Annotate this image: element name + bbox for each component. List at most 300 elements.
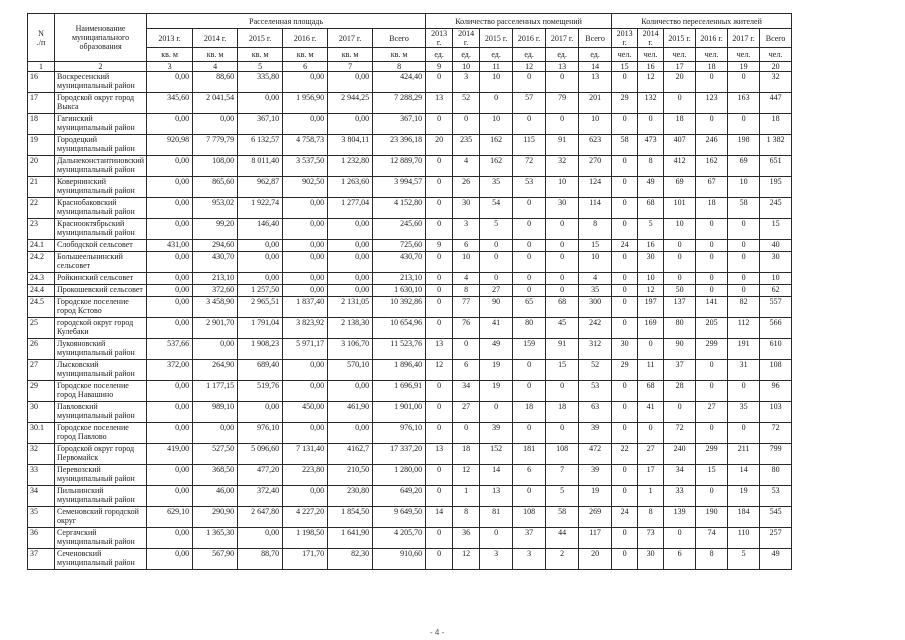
- data-cell: 545: [760, 507, 792, 528]
- data-cell: 0: [426, 423, 453, 444]
- column-index-cell: 14: [579, 62, 612, 72]
- table-row: [28, 198, 792, 219]
- data-cell: 0: [513, 240, 546, 252]
- data-cell: 72: [760, 423, 792, 444]
- data-cell: 213,10: [373, 273, 426, 285]
- data-cell: 223,80: [283, 465, 328, 486]
- data-cell: 82,30: [328, 549, 373, 570]
- data-cell: 103: [760, 402, 792, 423]
- table-row: [28, 318, 792, 339]
- data-cell: 4 758,73: [283, 135, 328, 156]
- data-cell: 14: [480, 465, 513, 486]
- data-cell: 0,00: [147, 549, 193, 570]
- data-cell: 88,70: [238, 549, 283, 570]
- column-index-cell: 3: [147, 62, 193, 72]
- col-name-header: Наименование муниципального образования: [55, 14, 147, 62]
- data-cell: 0: [546, 423, 579, 444]
- data-cell: 2 131,05: [328, 297, 373, 318]
- data-cell: 0: [480, 402, 513, 423]
- data-cell: 0: [426, 72, 453, 93]
- data-cell: 0,00: [238, 402, 283, 423]
- data-cell: 0: [728, 381, 760, 402]
- data-cell: 989,10: [193, 402, 238, 423]
- data-cell: 15: [760, 219, 792, 240]
- data-cell: 72: [513, 156, 546, 177]
- data-cell: 0: [612, 156, 638, 177]
- row-number: 37: [28, 549, 55, 570]
- municipality-name: Большеельнинский сельсовет: [55, 252, 147, 273]
- row-number: 36: [28, 528, 55, 549]
- data-cell: 110: [728, 528, 760, 549]
- data-cell: 20: [426, 135, 453, 156]
- data-cell: 197: [638, 297, 664, 318]
- data-cell: 13: [579, 72, 612, 93]
- data-cell: 30: [638, 549, 664, 570]
- municipality-name: Городское поселение город Павлово: [55, 423, 147, 444]
- data-cell: 24: [612, 240, 638, 252]
- data-cell: 4 152,80: [373, 198, 426, 219]
- rooms-year-header: 2015 г.: [480, 29, 513, 48]
- data-cell: 67: [696, 177, 728, 198]
- column-index-cell: 12: [513, 62, 546, 72]
- data-cell: 117: [579, 528, 612, 549]
- data-cell: 80: [760, 465, 792, 486]
- data-cell: 6: [453, 240, 480, 252]
- data-cell: 30: [453, 198, 480, 219]
- data-cell: 39: [579, 465, 612, 486]
- people-unit-header: чел.: [638, 48, 664, 62]
- data-cell: 257: [760, 528, 792, 549]
- data-cell: 11 523,76: [373, 339, 426, 360]
- data-cell: 12: [426, 360, 453, 381]
- data-cell: 424,40: [373, 72, 426, 93]
- data-cell: 1 854,50: [328, 507, 373, 528]
- data-cell: 0: [612, 198, 638, 219]
- data-cell: 269: [579, 507, 612, 528]
- data-cell: 72: [664, 423, 696, 444]
- data-cell: 10: [480, 114, 513, 135]
- data-cell: 473: [638, 135, 664, 156]
- data-cell: 181: [513, 444, 546, 465]
- rooms-unit-header: ед.: [453, 48, 480, 62]
- data-cell: 46,00: [193, 486, 238, 507]
- data-cell: 10 654,96: [373, 318, 426, 339]
- area-unit-header: кв. м: [283, 48, 328, 62]
- data-cell: 0: [426, 297, 453, 318]
- data-cell: 5: [480, 219, 513, 240]
- data-cell: 0: [426, 381, 453, 402]
- data-cell: 725,60: [373, 240, 426, 252]
- data-cell: 0,00: [328, 219, 373, 240]
- data-cell: 12 889,70: [373, 156, 426, 177]
- data-cell: 610: [760, 339, 792, 360]
- data-cell: 8: [453, 285, 480, 297]
- data-cell: 1 198,50: [283, 528, 328, 549]
- data-cell: 49: [638, 177, 664, 198]
- data-cell: 14: [728, 465, 760, 486]
- data-cell: 0: [728, 240, 760, 252]
- data-cell: 0: [426, 549, 453, 570]
- data-cell: 1 232,80: [328, 156, 373, 177]
- data-cell: 0: [480, 93, 513, 114]
- people-unit-header: чел.: [664, 48, 696, 62]
- data-cell: 0,00: [147, 486, 193, 507]
- row-number: 24.1: [28, 240, 55, 252]
- data-cell: 0: [513, 114, 546, 135]
- data-cell: 68: [546, 297, 579, 318]
- data-cell: 430,70: [373, 252, 426, 273]
- data-cell: 0: [426, 273, 453, 285]
- data-cell: 91: [546, 339, 579, 360]
- data-cell: 0,00: [193, 114, 238, 135]
- data-cell: 0: [696, 273, 728, 285]
- data-cell: 12: [638, 72, 664, 93]
- municipality-name: Ковернинский муниципальный район: [55, 177, 147, 198]
- data-cell: 53: [513, 177, 546, 198]
- data-cell: 1: [453, 486, 480, 507]
- data-cell: 12: [638, 285, 664, 297]
- data-cell: 0: [546, 114, 579, 135]
- data-cell: 49: [760, 549, 792, 570]
- data-cell: 0: [728, 273, 760, 285]
- data-cell: 0,00: [283, 252, 328, 273]
- data-cell: 108: [760, 360, 792, 381]
- data-cell: 0: [728, 114, 760, 135]
- data-cell: 0: [612, 528, 638, 549]
- data-cell: 953,02: [193, 198, 238, 219]
- data-cell: 412: [664, 156, 696, 177]
- data-cell: 8: [579, 219, 612, 240]
- row-number: 24.2: [28, 252, 55, 273]
- data-cell: 299: [696, 339, 728, 360]
- data-cell: 39: [480, 423, 513, 444]
- municipality-name: Лукояновский муниципальный район: [55, 339, 147, 360]
- data-cell: 114: [579, 198, 612, 219]
- data-cell: 3 804,11: [328, 135, 373, 156]
- row-number: 30.1: [28, 423, 55, 444]
- data-cell: 246: [696, 135, 728, 156]
- data-cell: 8: [638, 507, 664, 528]
- data-cell: 62: [760, 285, 792, 297]
- municipality-name: Слободской сельсовет: [55, 240, 147, 252]
- data-cell: 0: [664, 252, 696, 273]
- data-cell: 0,00: [328, 240, 373, 252]
- column-index-cell: 17: [664, 62, 696, 72]
- column-index-cell: 15: [612, 62, 638, 72]
- data-cell: 0: [612, 285, 638, 297]
- data-cell: 19: [728, 486, 760, 507]
- municipality-name: Городской округ город Первомайск: [55, 444, 147, 465]
- row-number: 17: [28, 93, 55, 114]
- data-cell: 96: [760, 381, 792, 402]
- data-cell: 0: [546, 252, 579, 273]
- data-cell: 10: [728, 177, 760, 198]
- data-cell: 270: [579, 156, 612, 177]
- data-cell: 124: [579, 177, 612, 198]
- data-cell: 3: [453, 219, 480, 240]
- municipality-name: Краснобаковский муниципальный район: [55, 198, 147, 219]
- row-number: 34: [28, 486, 55, 507]
- people-year-header: 2014 г.: [638, 29, 664, 48]
- table-row: [28, 135, 792, 156]
- municipality-name: Дальнеконстантиновский муниципальный район: [55, 156, 147, 177]
- data-cell: 0,00: [283, 240, 328, 252]
- data-cell: 8 011,40: [238, 156, 283, 177]
- data-cell: 68: [638, 381, 664, 402]
- data-cell: 69: [728, 156, 760, 177]
- data-cell: 0: [664, 528, 696, 549]
- data-cell: 211: [728, 444, 760, 465]
- data-cell: 0,00: [283, 273, 328, 285]
- data-cell: 566: [760, 318, 792, 339]
- data-cell: 910,60: [373, 549, 426, 570]
- data-cell: 52: [579, 360, 612, 381]
- table-row: [28, 252, 792, 273]
- data-cell: 0: [513, 252, 546, 273]
- table-row: [28, 423, 792, 444]
- row-number: 35: [28, 507, 55, 528]
- data-cell: 123: [696, 93, 728, 114]
- data-cell: 0,00: [147, 402, 193, 423]
- column-index-cell: 18: [696, 62, 728, 72]
- data-cell: 1 901,00: [373, 402, 426, 423]
- data-cell: 0,00: [328, 114, 373, 135]
- data-cell: 0: [453, 114, 480, 135]
- data-cell: 0,00: [147, 156, 193, 177]
- data-cell: 141: [696, 297, 728, 318]
- data-cell: 264,90: [193, 360, 238, 381]
- data-cell: 1 956,90: [283, 93, 328, 114]
- table-row: [28, 381, 792, 402]
- data-cell: 472: [579, 444, 612, 465]
- data-cell: 0,00: [238, 252, 283, 273]
- data-cell: 0: [513, 219, 546, 240]
- data-cell: 430,70: [193, 252, 238, 273]
- data-cell: 0: [612, 318, 638, 339]
- page-footer-mark: - 4 -: [430, 628, 445, 637]
- data-cell: 14: [426, 507, 453, 528]
- data-cell: 0: [696, 219, 728, 240]
- data-cell: 0: [612, 219, 638, 240]
- column-index-cell: 11: [480, 62, 513, 72]
- rooms-year-header: Всего: [579, 29, 612, 48]
- column-index-cell: 5: [238, 62, 283, 72]
- data-cell: 3: [453, 72, 480, 93]
- data-cell: 0: [612, 381, 638, 402]
- data-cell: 6 132,57: [238, 135, 283, 156]
- table-row: [28, 240, 792, 252]
- data-cell: 0: [513, 72, 546, 93]
- data-cell: 0: [696, 240, 728, 252]
- data-cell: 3 994,57: [373, 177, 426, 198]
- data-cell: 162: [696, 156, 728, 177]
- data-cell: 205: [696, 318, 728, 339]
- area-unit-header: кв. м: [238, 48, 283, 62]
- data-cell: 9: [426, 240, 453, 252]
- data-cell: 519,76: [238, 381, 283, 402]
- data-cell: 13: [426, 93, 453, 114]
- data-cell: 7 131,40: [283, 444, 328, 465]
- people-unit-header: чел.: [760, 48, 792, 62]
- data-cell: 0: [513, 360, 546, 381]
- col-number-header: N ./п: [28, 14, 55, 62]
- data-cell: 8: [696, 549, 728, 570]
- data-cell: 69: [664, 177, 696, 198]
- data-cell: 18: [664, 114, 696, 135]
- municipality-name: Городское поселение город Навашино: [55, 381, 147, 402]
- data-cell: 1 365,30: [193, 528, 238, 549]
- row-number: 30: [28, 402, 55, 423]
- data-cell: 0,00: [147, 465, 193, 486]
- group-rooms-header: Количество расселенных помещений: [426, 14, 612, 29]
- group-area-header: Расселенная площадь: [147, 14, 426, 29]
- data-cell: 65: [513, 297, 546, 318]
- municipality-name: Сеченовский муниципальный район: [55, 549, 147, 570]
- data-cell: 0: [513, 381, 546, 402]
- data-cell: 5: [728, 549, 760, 570]
- data-cell: 0,00: [147, 285, 193, 297]
- data-cell: 0: [426, 177, 453, 198]
- data-cell: 1 791,04: [238, 318, 283, 339]
- data-cell: 7 779,79: [193, 135, 238, 156]
- row-number: 21: [28, 177, 55, 198]
- data-cell: 0,00: [147, 198, 193, 219]
- data-cell: 18: [513, 402, 546, 423]
- data-cell: 0: [612, 252, 638, 273]
- row-number: 20: [28, 156, 55, 177]
- area-year-header: 2015 г.: [238, 29, 283, 48]
- data-cell: 689,40: [238, 360, 283, 381]
- data-cell: 623: [579, 135, 612, 156]
- data-cell: 0: [696, 381, 728, 402]
- data-cell: 19: [480, 381, 513, 402]
- rooms-unit-header: ед.: [546, 48, 579, 62]
- area-year-header: 2014 г.: [193, 29, 238, 48]
- table-row: [28, 273, 792, 285]
- data-cell: 49: [480, 339, 513, 360]
- column-index-cell: 6: [283, 62, 328, 72]
- data-cell: 30: [760, 252, 792, 273]
- data-cell: 461,90: [328, 402, 373, 423]
- people-year-header: 2013 г.: [612, 29, 638, 48]
- data-cell: 6: [453, 360, 480, 381]
- data-cell: 169: [638, 318, 664, 339]
- data-cell: 10: [760, 273, 792, 285]
- data-cell: 0,00: [147, 297, 193, 318]
- data-cell: 242: [579, 318, 612, 339]
- data-cell: 41: [480, 318, 513, 339]
- data-cell: 799: [760, 444, 792, 465]
- data-cell: 58: [546, 507, 579, 528]
- data-cell: 27: [480, 285, 513, 297]
- data-cell: 0: [612, 72, 638, 93]
- data-cell: 15: [546, 360, 579, 381]
- data-cell: 0: [513, 486, 546, 507]
- data-cell: 0,00: [193, 423, 238, 444]
- data-cell: 27: [638, 444, 664, 465]
- data-cell: 30: [546, 198, 579, 219]
- data-cell: 10: [546, 177, 579, 198]
- data-cell: 0: [638, 423, 664, 444]
- data-cell: 0: [612, 114, 638, 135]
- data-cell: 10: [453, 252, 480, 273]
- data-cell: 3 106,70: [328, 339, 373, 360]
- data-cell: 300: [579, 297, 612, 318]
- data-cell: 0,00: [147, 114, 193, 135]
- data-cell: 198: [728, 135, 760, 156]
- data-cell: 2 901,70: [193, 318, 238, 339]
- data-cell: 2 647,80: [238, 507, 283, 528]
- people-unit-header: чел.: [696, 48, 728, 62]
- data-cell: 0: [513, 423, 546, 444]
- data-cell: 13: [426, 444, 453, 465]
- data-cell: 0: [728, 252, 760, 273]
- data-cell: 0: [426, 465, 453, 486]
- data-cell: 2: [546, 549, 579, 570]
- data-cell: 0: [728, 72, 760, 93]
- data-cell: 163: [728, 93, 760, 114]
- data-cell: 34: [664, 465, 696, 486]
- data-cell: 1 630,10: [373, 285, 426, 297]
- data-cell: 0: [612, 297, 638, 318]
- data-cell: 1 382: [760, 135, 792, 156]
- data-cell: 0,00: [328, 381, 373, 402]
- data-cell: 299: [696, 444, 728, 465]
- data-cell: 976,10: [373, 423, 426, 444]
- data-cell: 1 696,91: [373, 381, 426, 402]
- data-cell: 0: [546, 240, 579, 252]
- data-cell: 4162,7: [328, 444, 373, 465]
- data-cell: 137: [664, 297, 696, 318]
- data-cell: 37: [664, 360, 696, 381]
- data-cell: 76: [453, 318, 480, 339]
- row-number: 24.5: [28, 297, 55, 318]
- data-cell: 0: [453, 423, 480, 444]
- data-cell: 0: [513, 285, 546, 297]
- municipality-name: Перевозский муниципальный район: [55, 465, 147, 486]
- data-cell: 32: [760, 72, 792, 93]
- data-cell: 0: [426, 198, 453, 219]
- data-cell: 35: [579, 285, 612, 297]
- data-cell: 99,20: [193, 219, 238, 240]
- table-row: [28, 402, 792, 423]
- group-people-header: Количество переселенных жителей: [612, 14, 792, 29]
- data-cell: 0: [426, 528, 453, 549]
- data-cell: 35: [480, 177, 513, 198]
- data-cell: 0: [664, 402, 696, 423]
- data-cell: 0: [546, 219, 579, 240]
- data-cell: 10: [638, 273, 664, 285]
- data-cell: 34: [453, 381, 480, 402]
- data-cell: 0,00: [147, 528, 193, 549]
- data-cell: 1 922,74: [238, 198, 283, 219]
- row-number: 22: [28, 198, 55, 219]
- data-cell: 1 280,00: [373, 465, 426, 486]
- municipality-name: Ройкинский сельсовет: [55, 273, 147, 285]
- data-cell: 50: [664, 285, 696, 297]
- data-cell: 0,00: [283, 198, 328, 219]
- data-cell: 431,00: [147, 240, 193, 252]
- data-cell: 0: [426, 156, 453, 177]
- data-cell: 108: [546, 444, 579, 465]
- data-cell: 12: [453, 465, 480, 486]
- data-cell: 0: [728, 285, 760, 297]
- data-cell: 4: [579, 273, 612, 285]
- data-cell: 91: [546, 135, 579, 156]
- data-cell: 29: [612, 93, 638, 114]
- data-cell: 45: [546, 318, 579, 339]
- data-cell: 79: [546, 93, 579, 114]
